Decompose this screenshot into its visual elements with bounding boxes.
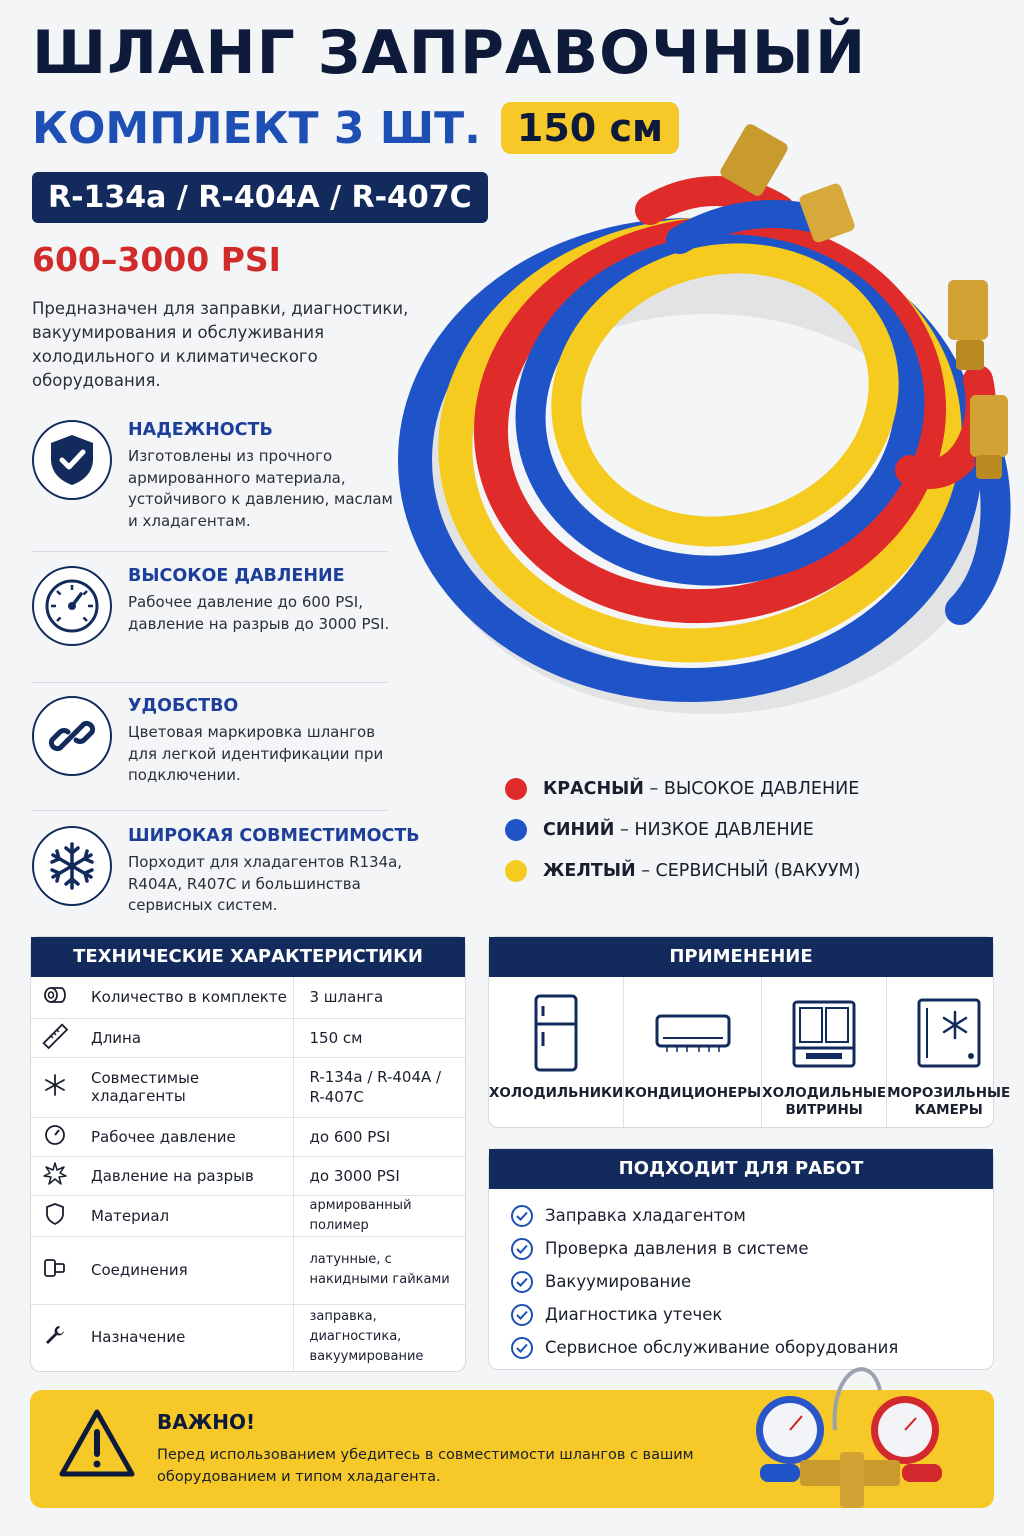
- check-circle-icon: [511, 1337, 533, 1359]
- table-row: [31, 1156, 465, 1195]
- spec-value: 150 см: [293, 1018, 465, 1057]
- list-item: [511, 1298, 993, 1331]
- legend-item-red: [505, 768, 860, 809]
- application-item: [489, 977, 624, 1127]
- spec-label: Назначение: [79, 1304, 293, 1370]
- application-label: ХОЛОДИЛЬНИКИ: [489, 1085, 624, 1101]
- works-title: ПОДХОДИТ ДЛЯ РАБОТ: [489, 1149, 993, 1189]
- feature-title: ШИРОКАЯ СОВМЕСТИМОСТЬ: [128, 826, 420, 846]
- snowflake-icon: [31, 1057, 79, 1117]
- feature-title: УДОБСТВО: [128, 696, 239, 716]
- spec-value: заправка, диагностика, вакуумирование: [309, 1309, 424, 1365]
- chain-link-icon: [32, 696, 112, 776]
- legend-item-yellow: [505, 850, 860, 891]
- spec-label: Совместимые хладагенты: [79, 1057, 293, 1117]
- specs-panel: [30, 936, 466, 1372]
- work-text: Сервисное обслуживание оборудования: [545, 1338, 899, 1357]
- spec-value: 3 шланга: [293, 977, 465, 1018]
- blue-dot-icon: [505, 819, 527, 841]
- shield-check-icon: [32, 420, 112, 500]
- display-fridge-icon: [792, 989, 856, 1079]
- feature-text: Порходит для хладагентов R134a, R404A, R407C и большинства сервисных систем.: [128, 853, 403, 914]
- page-title: ШЛАНГ ЗАПРАВОЧНЫЙ: [32, 18, 867, 88]
- gauge-icon: [31, 1117, 79, 1156]
- list-item: [511, 1232, 993, 1265]
- refrigerator-icon: [534, 989, 578, 1079]
- table-row: [31, 1018, 465, 1057]
- work-text: Вакуумирование: [545, 1272, 692, 1291]
- kit-subtitle: КОМПЛЕКТ 3 ШТ.: [32, 102, 481, 154]
- feature-text: Рабочее давление до 600 PSI, давление на разрыв до 3000 PSI.: [128, 593, 390, 633]
- warning-title: ВАЖНО!: [157, 1410, 256, 1434]
- work-text: Диагностика утечек: [545, 1305, 723, 1324]
- legend-color-desc: – ВЫСОКОЕ ДАВЛЕНИЕ: [649, 778, 860, 799]
- red-dot-icon: [505, 778, 527, 800]
- list-item: [511, 1199, 993, 1232]
- check-circle-icon: [511, 1271, 533, 1293]
- hose-set-image: [400, 170, 1024, 750]
- work-text: Заправка хладагентом: [545, 1206, 746, 1225]
- feature-text: Цветовая маркировка шлангов для легкой идентификации при подключении.: [128, 723, 384, 784]
- feature-title: ВЫСОКОЕ ДАВЛЕНИЕ: [128, 566, 345, 586]
- application-panel: [488, 936, 1011, 1128]
- subtitle-row: [32, 102, 679, 154]
- table-row: [31, 1195, 465, 1236]
- table-row: [31, 1304, 465, 1370]
- work-text: Проверка давления в системе: [545, 1239, 809, 1258]
- spec-value: до 3000 PSI: [293, 1156, 465, 1195]
- application-label: ХОЛОДИЛЬНЫЕ ВИТРИНЫ: [762, 1085, 887, 1118]
- works-panel: [488, 1148, 994, 1370]
- application-item: [624, 977, 762, 1127]
- pressure-range: 600–3000 PSI: [32, 240, 281, 279]
- table-row: [31, 1117, 465, 1156]
- legend-color-name: СИНИЙ: [543, 819, 615, 840]
- spec-value: латунные, с накидными гайками: [293, 1236, 465, 1304]
- product-description: Предназначен для заправки, диагностики, вакуумирования и обслуживания холодильного и климатического оборудования.: [32, 299, 409, 390]
- application-item: [762, 977, 887, 1127]
- legend-color-desc: – НИЗКОЕ ДАВЛЕНИЕ: [620, 819, 814, 840]
- air-conditioner-icon: [655, 989, 731, 1079]
- color-legend: [505, 768, 860, 891]
- check-circle-icon: [511, 1205, 533, 1227]
- spec-label: Соединения: [79, 1236, 293, 1304]
- burst-icon: [31, 1156, 79, 1195]
- specs-table: [31, 977, 465, 1370]
- wrench-icon: [31, 1304, 79, 1370]
- legend-color-name: ЖЕЛТЫЙ: [543, 860, 636, 881]
- legend-item-blue: [505, 809, 860, 850]
- feature-text: Изготовлены из прочного армированного материала, устойчивого к давлению, маслам и хладагентам.: [128, 447, 393, 530]
- legend-color-desc: – СЕРВИСНЫЙ (ВАКУУМ): [641, 860, 861, 881]
- spec-label: Рабочее давление: [79, 1117, 293, 1156]
- manifold-gauge-image: [730, 1360, 980, 1510]
- application-label: МОРОЗИЛЬНЫЕ КАМЕРЫ: [887, 1085, 1011, 1118]
- warning-triangle-icon: [58, 1408, 136, 1480]
- fitting-icon: [31, 1236, 79, 1304]
- divider: [32, 810, 388, 811]
- feature-title: НАДЕЖНОСТЬ: [128, 420, 273, 440]
- feature-high-pressure: [32, 566, 404, 646]
- spec-value: R-134a / R-404A / R-407C: [293, 1057, 465, 1117]
- table-row: [31, 1057, 465, 1117]
- check-circle-icon: [511, 1304, 533, 1326]
- feature-compatibility: [32, 826, 420, 917]
- warning-text: Перед использованием убедитесь в совместимости шлангов с вашим оборудованием и типом хладагента.: [157, 1447, 694, 1485]
- spec-label: Количество в комплекте: [79, 977, 293, 1018]
- divider: [32, 551, 388, 552]
- snowflake-icon: [32, 826, 112, 906]
- spec-value: до 600 PSI: [293, 1117, 465, 1156]
- application-item: [887, 977, 1010, 1127]
- warning-banner: [30, 1390, 994, 1508]
- table-row: [31, 977, 465, 1018]
- divider: [32, 682, 388, 683]
- gauge-icon: [32, 566, 112, 646]
- legend-color-name: КРАСНЫЙ: [543, 778, 644, 799]
- ruler-icon: [31, 1018, 79, 1057]
- length-badge: 150 см: [501, 102, 679, 154]
- freezer-room-icon: [917, 989, 981, 1079]
- check-circle-icon: [511, 1238, 533, 1260]
- spec-label: Длина: [79, 1018, 293, 1057]
- hose-roll-icon: [31, 977, 79, 1018]
- spec-label: Давление на разрыв: [79, 1156, 293, 1195]
- refrigerants-badge: R-134a / R-404A / R-407C: [32, 172, 488, 223]
- specs-title: ТЕХНИЧЕСКИЕ ХАРАКТЕРИСТИКИ: [31, 937, 465, 977]
- list-item: [511, 1265, 993, 1298]
- table-row: [31, 1236, 465, 1304]
- spec-value: армированный полимер: [293, 1195, 465, 1236]
- feature-reliability: [32, 420, 404, 532]
- application-title: ПРИМЕНЕНИЕ: [489, 937, 993, 977]
- shield-icon: [31, 1195, 79, 1236]
- yellow-dot-icon: [505, 860, 527, 882]
- spec-label: Материал: [79, 1195, 293, 1236]
- feature-convenience: [32, 696, 404, 787]
- application-label: КОНДИЦИОНЕРЫ: [624, 1085, 762, 1101]
